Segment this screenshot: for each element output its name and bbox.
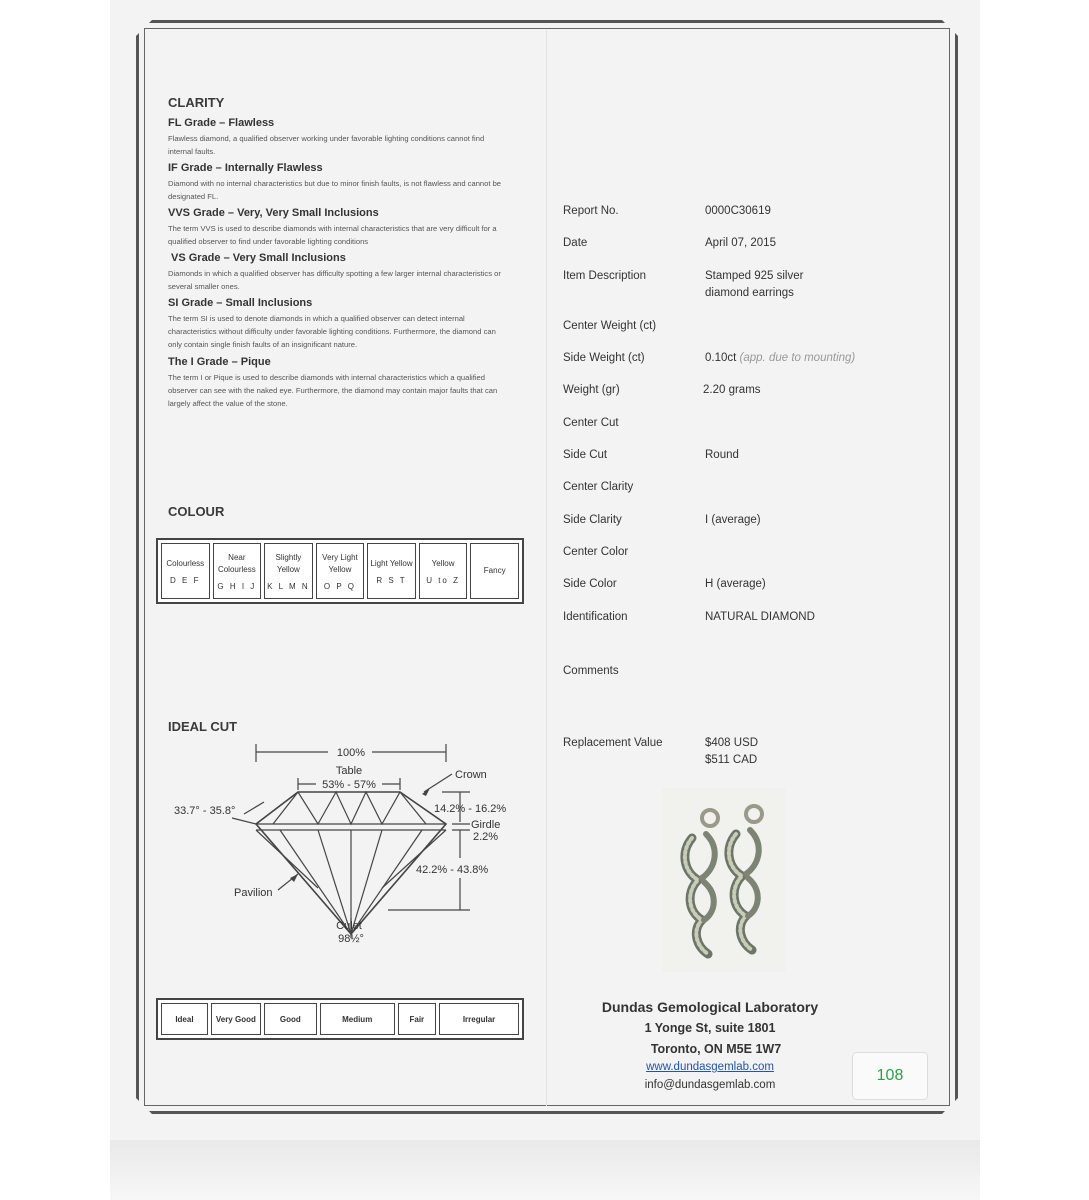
report-no-value: 0000C30619 — [705, 205, 771, 217]
side-weight-label: Side Weight (ct) — [563, 352, 645, 364]
side-weight-value: 0.10ct (app. due to mounting) — [705, 352, 856, 364]
colour-cell-slightly-yellow: Slightly Yellow K L M N — [264, 543, 313, 599]
cut-grade-fair: Fair — [398, 1003, 437, 1035]
side-cut-label: Side Cut — [563, 449, 608, 461]
clarity-vvs-text: The term VVS is used to describe diamonds with internal characteristics that are very difficult for a qualified observer to find under favorable lighting conditions — [168, 224, 497, 246]
side-cut-value: Round — [705, 449, 739, 461]
cut-grade-very-good: Very Good — [211, 1003, 261, 1035]
cut-grade-irregular: Irregular — [439, 1003, 519, 1035]
colour-cell-very-light-yellow: Very Light Yellow O P Q — [316, 543, 365, 599]
lab-name: Dundas Gemological Laboratory — [601, 999, 819, 1015]
identification-value: NATURAL DIAMOND — [705, 611, 815, 623]
earrings-photo — [662, 788, 786, 972]
clarity-vvs-heading: VVS Grade – Very, Very Small Inclusions — [168, 207, 379, 219]
report-no-label: Report No. — [563, 205, 619, 217]
cut-label-crown-angle: 33.7° - 35.8° — [174, 805, 236, 817]
date-value: April 07, 2015 — [705, 237, 776, 249]
center-color-label: Center Color — [563, 546, 629, 558]
colour-cell-near-colourless: Near Colourless G H I J — [213, 543, 262, 599]
side-color-value: H (average) — [705, 578, 766, 590]
weight-label: Weight (gr) — [563, 384, 620, 396]
lab-email: info@dundasgemlab.com — [644, 1079, 776, 1091]
cut-label-girdle-pct: 2.2% — [473, 831, 499, 843]
clarity-if-text: Diamond with no internal characteristics but due to minor finish faults, is not flawless and cannot be designated FL. — [168, 179, 502, 201]
cut-label-pavilion-depth: 42.2% - 43.8% — [416, 864, 489, 876]
clarity-if-heading: IF Grade – Internally Flawless — [168, 162, 323, 174]
center-clarity-label: Center Clarity — [563, 481, 634, 493]
cut-grade-ideal: Ideal — [161, 1003, 208, 1035]
cut-grade-good: Good — [264, 1003, 317, 1035]
cut-label-table: Table — [335, 765, 363, 777]
clarity-si-heading: SI Grade – Small Inclusions — [168, 297, 313, 309]
cut-label-culet: Culet — [336, 920, 362, 932]
diamond-proportions-diagram — [160, 738, 520, 958]
clarity-vs-heading: VS Grade – Very Small Inclusions — [171, 252, 346, 264]
weight-value: 2.20 grams — [703, 384, 761, 396]
cut-label-table-pct: 53% - 57% — [322, 779, 376, 791]
side-color-label: Side Color — [563, 578, 617, 590]
clarity-title: CLARITY — [168, 95, 225, 110]
lot-number-sticker: 108 — [852, 1052, 928, 1100]
colour-cell-fancy: Fancy — [470, 543, 519, 599]
sheet-sleeve — [110, 1140, 980, 1200]
cut-label-pavilion: Pavilion — [234, 887, 273, 899]
scan-margin — [0, 0, 110, 1200]
cut-grade-table — [156, 998, 524, 1040]
ideal-cut-title: IDEAL CUT — [168, 719, 238, 734]
clarity-i-text: The term I or Pique is used to describe diamonds with internal characteristics which a qualified observer can see with the naked eye. Furthermore, the diamond may contain major faults that can largely affect the value of the stone. — [168, 373, 498, 408]
side-weight-note: (app. due to mounting) — [739, 352, 856, 364]
clarity-i-heading: The I Grade – Pique — [168, 356, 271, 368]
cut-label-width: 100% — [336, 747, 366, 759]
colour-cell-light-yellow: Light Yellow R S T — [367, 543, 416, 599]
identification-label: Identification — [563, 611, 628, 623]
lab-address-line1: 1 Yonge St, suite 1801 — [644, 1021, 776, 1035]
colour-cell-colourless: Colourless D E F — [161, 543, 210, 599]
lab-website-link[interactable]: www.dundasgemlab.com — [646, 1061, 774, 1073]
center-weight-label: Center Weight (ct) — [563, 320, 657, 332]
cut-label-crown-height: 14.2% - 16.2% — [434, 803, 507, 815]
clarity-si-text: The term SI is used to denote diamonds in which a qualified observer can detect internal characteristics without difficulty under favorable lighting conditions. Furthermore, the diamond can only contain single finish faults of an insignificant nature. — [168, 314, 496, 349]
colour-cell-yellow: Yellow U to Z — [419, 543, 468, 599]
side-clarity-value: I (average) — [705, 514, 761, 526]
replacement-value-label: Replacement Value — [563, 737, 663, 749]
comments-label: Comments — [563, 665, 619, 677]
clarity-vs-text: Diamonds in which a qualified observer has difficulty spotting a few larger internal characteristics or several smaller ones. — [168, 269, 501, 291]
item-description-label: Item Description — [563, 270, 647, 282]
center-cut-label: Center Cut — [563, 417, 619, 429]
colour-title: COLOUR — [168, 504, 225, 519]
cut-grade-medium: Medium — [320, 1003, 395, 1035]
replacement-value: $408 USD $511 CAD — [705, 737, 759, 766]
cut-label-girdle: Girdle — [471, 819, 501, 831]
page-fold — [546, 30, 547, 1106]
cut-label-crown: Crown — [455, 769, 487, 781]
item-description-value: Stamped 925 silver diamond earrings — [705, 270, 804, 299]
date-label: Date — [563, 237, 588, 249]
colour-scale-table — [156, 538, 524, 604]
side-clarity-label: Side Clarity — [563, 514, 622, 526]
clarity-fl-text: Flawless diamond, a qualified observer working under favorable lighting conditions cannot find internal faults. — [168, 134, 485, 156]
clarity-fl-heading: FL Grade – Flawless — [168, 117, 275, 129]
cut-label-culet-angle: 98½° — [338, 933, 364, 945]
lab-address-line2: Toronto, ON M5E 1W7 — [650, 1042, 782, 1056]
